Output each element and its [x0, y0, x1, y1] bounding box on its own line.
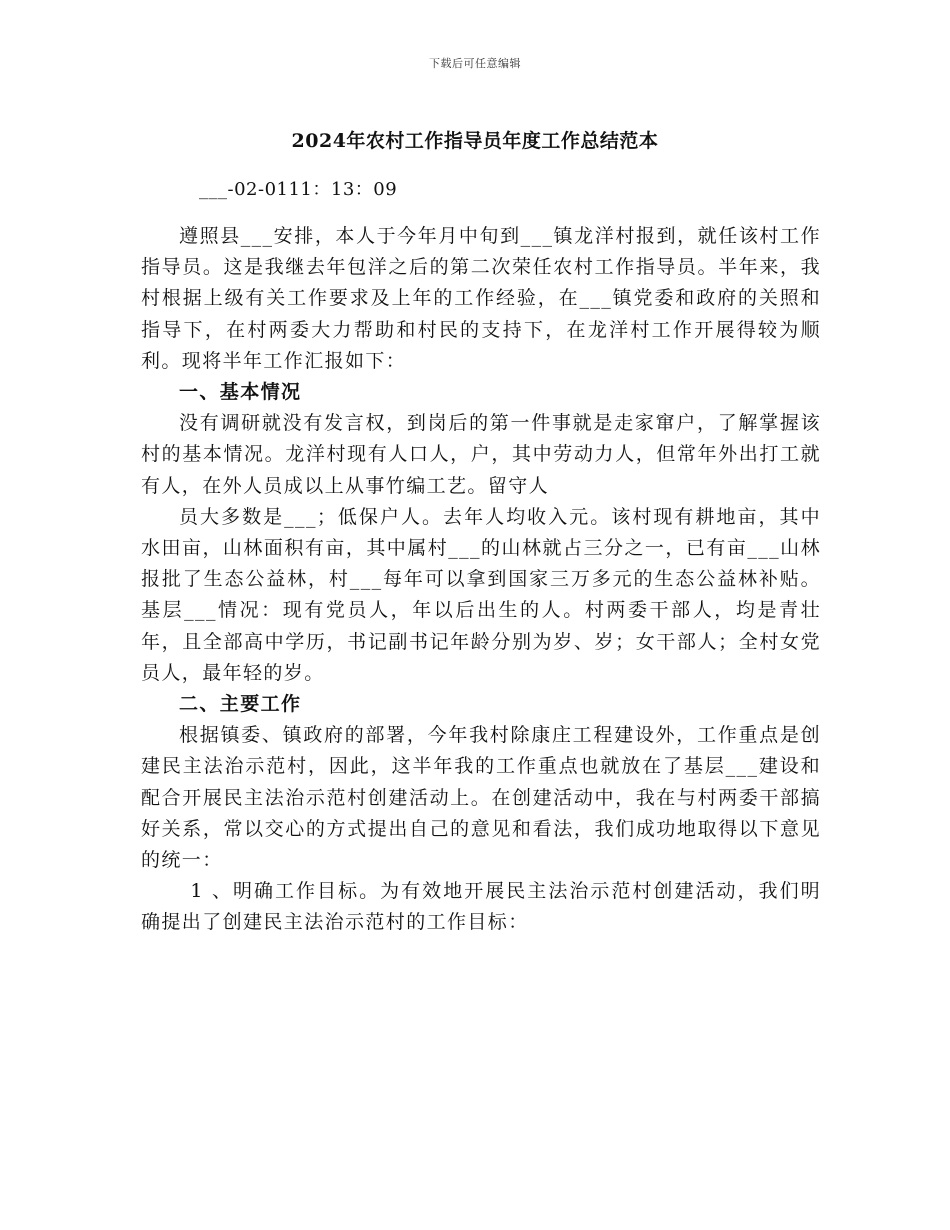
- intro-paragraph: 遵照县___安排，本人于今年月中旬到___镇龙洋村报到，就任该村工作指导员。这是我继去年包洋之后的第二次荣任农村工作指导员。半年来，我村根据上级有关工作要求及上年的工作经验，在___镇党委和政府的关照和指导下，在村两委大力帮助和村民的支持下，在龙洋村工作开展得较为顺利。现将半年工作汇报如下：: [141, 225, 821, 372]
- numbered-item-1: 1 、明确工作目标。为有效地开展民主法治示范村创建活动，我们明确提出了创建民主法治示范村的工作目标：: [141, 880, 821, 934]
- section-heading-main-work: 二、主要工作: [179, 693, 302, 716]
- basic-situation-paragraph-1: 没有调研就没有发言权，到岗后的第一件事就是走家窜户，了解掌握该村的基本情况。龙洋村现有人口人，户，其中劳动力人，但常年外出打工就有人，在外人员成以上从事竹编工艺。留守人: [141, 412, 821, 497]
- main-work-paragraph: 根据镇委、镇政府的部署，今年我村除康庄工程建设外，工作重点是创建民主法治示范村，因此，这半年我的工作重点也就放在了基层___建设和配合开展民主法治示范村创建活动上。在创建活动中，我在与村两委干部搞好关系，常以交心的方式提出自己的意见和看法，我们成功地取得以下意见的统一：: [141, 724, 821, 872]
- basic-situation-paragraph-2: 员大多数是___；低保户人。去年人均收入元。该村现有耕地亩，其中水田亩，山林面积有亩，其中属村___的山林就占三分之一，已有亩___山林报批了生态公益林，村___每年可以拿到国家三万多元的生态公益林补贴。基层___情况：现有党员人，年以后出生的人。村两委干部人，均是青壮年，且全部高中学历，书记副书记年龄分别为岁、岁；女干部人；全村女党员人，最年轻的岁。: [141, 505, 821, 684]
- section-heading-basic: 一、基本情况: [179, 381, 302, 404]
- document-body: [141, 221, 821, 939]
- page-header-note: 下载后可任意编辑: [429, 57, 521, 70]
- date-line: ___-02-0111：13：09: [199, 179, 398, 200]
- document-title: 2024年农村工作指导员年度工作总结范本: [291, 130, 659, 152]
